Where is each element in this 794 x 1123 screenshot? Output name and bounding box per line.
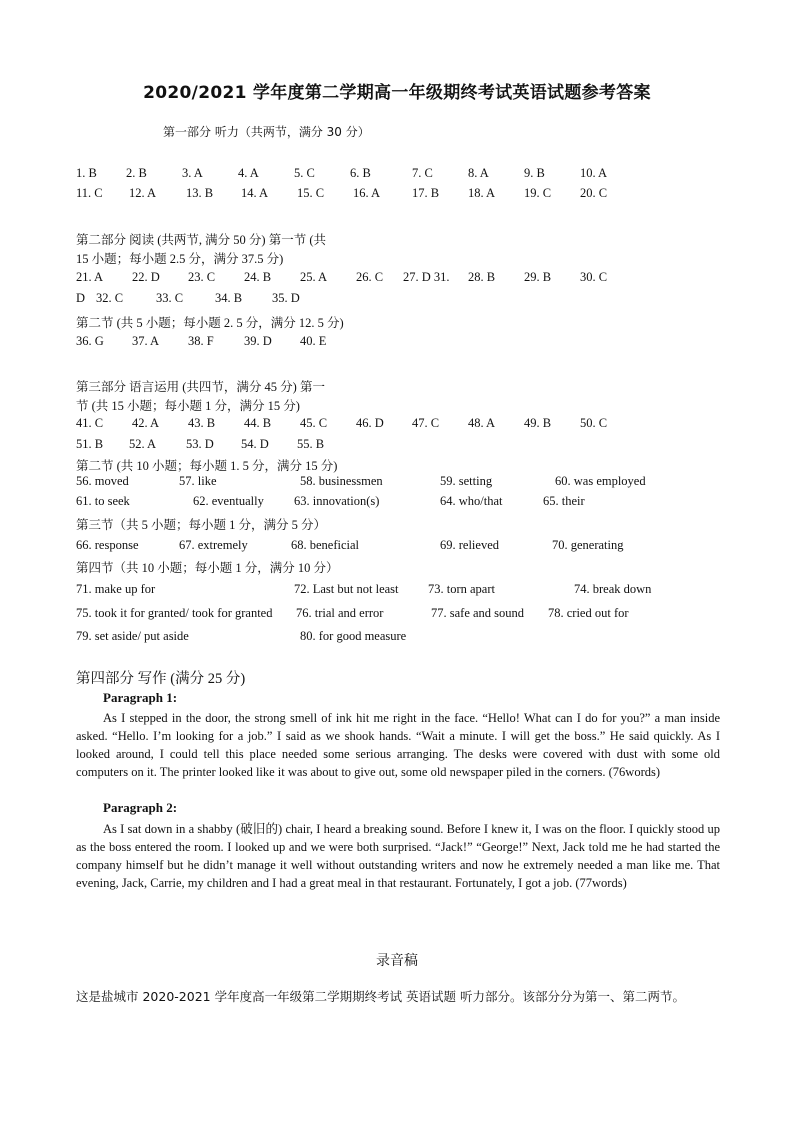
answer-item: 49. B [524,416,552,430]
part2-heading: 第二部分 阅读 (共两节, 满分 50 分) 第一节 (共 [76,233,326,247]
answer-item: 21. A [76,270,104,284]
answer-item: 76. trial and error [296,606,384,620]
answer-item: 38. F [188,334,214,348]
part3-section3-heading: 第三节（共 5 小题；每小题 1 分，满分 5 分） [76,518,327,532]
answer-item: 19. C [524,186,552,200]
answer-item: 59. setting [440,474,493,488]
answer-item: 68. beneficial [291,538,360,552]
answer-item: 30. C [580,270,608,284]
answer-item: 52. A [129,437,157,451]
answer-item: 8. A [468,166,489,180]
answer-item: 18. A [468,186,496,200]
answer-item: 72. Last but not least [294,582,399,596]
answer-item: 74. break down [574,582,652,596]
answer-item: 78. cried out for [548,606,629,620]
paragraph1-text: As I stepped in the door, the strong smell of ink hit me right in the face. “Hello! What can I do for you?” a man inside asked. “Hello. I’m looking for a job.” I said as we shook hands. “Wait a minute. I will get the boss.” He said quickly. As I looked around, I could tell this place needed some serious arranging. The desks were covered with dust with some old computers on it. The printer looked like it was about to give out, some old newspaper piled in the corners. (76words) [76,711,720,779]
answer-item: 70. generating [552,538,624,552]
answer-item: 14. A [241,186,269,200]
answer-item: 61. to seek [76,494,130,508]
answer-item: 16. A [353,186,381,200]
answer-item: 32. C [96,291,124,305]
part3-section4-heading: 第四节（共 10 小题；每小题 1 分，满分 10 分） [76,561,339,575]
part2-heading-line2: 15 小题；每小题 2.5 分，满分 37.5 分) [76,252,284,266]
answer-item: 39. D [244,334,272,348]
answer-item: 64. who/that [440,494,503,508]
answer-item: 53. D [186,437,214,451]
answer-item: 15. C [297,186,325,200]
part3-heading: 第三部分 语言运用 (共四节，满分 45 分) 第一 [76,380,325,394]
answer-item: 24. B [244,270,272,284]
answer-item: 11. C [76,186,103,200]
paragraph2-label: Paragraph 2: [103,800,178,815]
answer-item: 54. D [241,437,269,451]
answer-item: 22. D [132,270,160,284]
answer-item: 80. for good measure [300,629,407,643]
answer-item: 6. B [350,166,371,180]
answer-item: D [76,291,86,305]
part3-heading-line2: 节 (共 15 小题；每小题 1 分，满分 15 分) [76,399,300,413]
answer-item: 4. A [238,166,259,180]
paragraph2-text: As I sat down in a shabby (破旧的) chair, I heard a breaking sound. Before I knew it, I was on the floor. I quickly stood up as the boss entered the room. I looked up and we were both surprised. “Jack!” “George!” Next, Jack told me he had started the company himself but he didn’t manage it well without outstanding writers and now he extremely needed a man like me. That evening, Jack, Carrie, my children and I had a great meal in that restaurant. Fortunately, I got a job. (77words) [76,822,720,890]
paragraph1-label: Paragraph 1: [103,690,178,705]
answer-item: 60. was employed [555,474,646,488]
answer-item: 66. response [76,538,139,552]
answer-item: 28. B [468,270,496,284]
answer-item: 34. B [215,291,243,305]
answer-item: 35. D [272,291,300,305]
part4-heading: 第四部分 写作 (满分 25 分) [76,671,246,687]
answer-item: 43. B [188,416,216,430]
answer-item: 13. B [186,186,214,200]
transcript-intro: 这是盐城市 2020-2021 学年度高一年级第二学期期终考试 英语试题 听力部分。该部分分为第一、第二两节。 [76,989,686,1004]
answer-item: 44. B [244,416,272,430]
answer-item: 41. C [76,416,104,430]
answer-item: 67. extremely [179,538,248,552]
answer-item: 27. D 31. [403,270,450,284]
answer-item: 73. torn apart [428,582,495,596]
answer-item: 5. C [294,166,315,180]
answer-item: 3. A [182,166,203,180]
transcript-heading: 录音稿 [376,953,418,969]
answer-item: 37. A [132,334,160,348]
answer-item: 29. B [524,270,552,284]
answer-item: 50. C [580,416,608,430]
answer-item: 65. their [543,494,585,508]
answer-item: 12. A [129,186,157,200]
answer-item: 23. C [188,270,216,284]
answer-item: 20. C [580,186,608,200]
answer-item: 26. C [356,270,384,284]
answer-item: 79. set aside/ put aside [76,629,189,643]
answer-item: 56. moved [76,474,129,488]
answer-item: 75. took it for granted/ took for granted [76,606,273,620]
answer-item: 10. A [580,166,608,180]
part2-section2-heading: 第二节 (共 5 小题；每小题 2. 5 分，满分 12. 5 分) [76,316,344,330]
part1-heading: 第一部分 听力（共两节，满分 30 分） [163,125,370,139]
answer-item: 1. B [76,166,97,180]
answer-item: 36. G [76,334,104,348]
answer-item: 77. safe and sound [431,606,525,620]
answer-item: 17. B [412,186,440,200]
answer-item: 55. B [297,437,325,451]
answer-item: 71. make up for [76,582,156,596]
answer-item: 47. C [412,416,440,430]
answer-item: 25. A [300,270,328,284]
answer-item: 40. E [300,334,327,348]
answer-item: 42. A [132,416,160,430]
answer-item: 57. like [179,474,217,488]
answer-item: 62. eventually [193,494,264,508]
answer-item: 33. C [156,291,184,305]
answer-item: 69. relieved [440,538,500,552]
answer-item: 9. B [524,166,545,180]
answer-item: 51. B [76,437,104,451]
answer-item: 2. B [126,166,147,180]
answer-item: 45. C [300,416,328,430]
answer-item: 58. businessmen [300,474,383,488]
part3-section2-heading: 第二节 (共 10 小题；每小题 1. 5 分，满分 15 分) [76,459,338,473]
page-title: 2020/2021 学年度第二学期高一年级期终考试英语试题参考答案 [143,83,651,103]
answer-item: 7. C [412,166,433,180]
answer-item: 63. innovation(s) [294,494,380,508]
answer-item: 46. D [356,416,384,430]
answer-item: 48. A [468,416,496,430]
